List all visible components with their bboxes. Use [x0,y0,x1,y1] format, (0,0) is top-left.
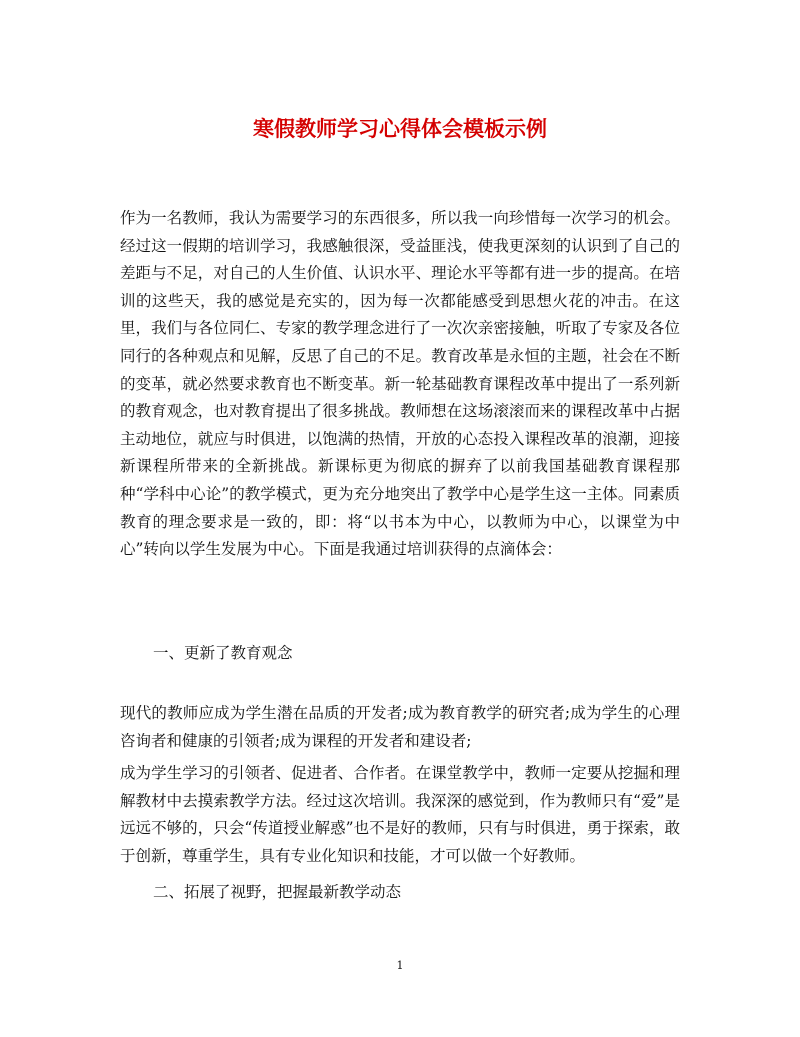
document-title: 寒假教师学习心得体会模板示例 [253,116,547,141]
paragraph-teacher-roles: 现代的教师应成为学生潜在品质的开发者;成为教育教学的研究者;成为学生的心理咨询者和健康的引领者;成为课程的开发者和建设者; [120,704,680,750]
page-number: 1 [396,959,404,972]
paragraph-teacher-guidance: 成为学生学习的引领者、促进者、合作者。在课堂教学中，教师一定要从挖掘和理解教材中去摸索教学方法。经过这次培训。我深深的感觉到，作为教师只有“爱”是远远不够的，只会“传道授业解惑”也不是好的教师，只有与时俱进，勇于探索，敢于创新，尊重学生，具有专业化知识和技能，才可以做一个好教师。 [120,764,680,865]
section-heading-2: 二、拓展了视野，把握最新教学动态 [153,883,402,901]
section-heading-1: 一、更新了教育观念 [153,644,293,662]
paragraph-intro: 作为一名教师，我认为需要学习的东西很多，所以我一向珍惜每一次学习的机会。经过这一假期的培训学习，我感触很深，受益匪浅，使我更深刻的认识到了自己的差距与不足，对自己的人生价值、认识水平、理论水平等都有进一步的提高。在培训的这些天，我的感觉是充实的，因为每一次都能感受到思想火花的冲击。在这里，我们与各位同仁、专家的教学理念进行了一次次亲密接触，听取了专家及各位同行的各种观点和见解，反思了自己的不足。教育改革是永恒的主题，社会在不断的变革，就必然要求教育也不断变革。新一轮基础教育课程改革中提出了一系列新的教育观念，也对教育提出了很多挑战。教师想在这场滚滚而来的课程改革中占据主动地位，就应与时俱进，以饱满的热情，开放的心态投入课程改革的浪潮，迎接新课程所带来的全新挑战。新课标更为彻底的摒弃了以前我国基础教育课程那种“学科中心论”的教学模式，更为充分地突出了教学中心是学生这一主体。同素质教育的理念要求是一致的，即：将“以书本为中心，以教师为中心，以课堂为中心”转向以学生发展为中心。下面是我通过培训获得的点滴体会： [120,209,680,559]
